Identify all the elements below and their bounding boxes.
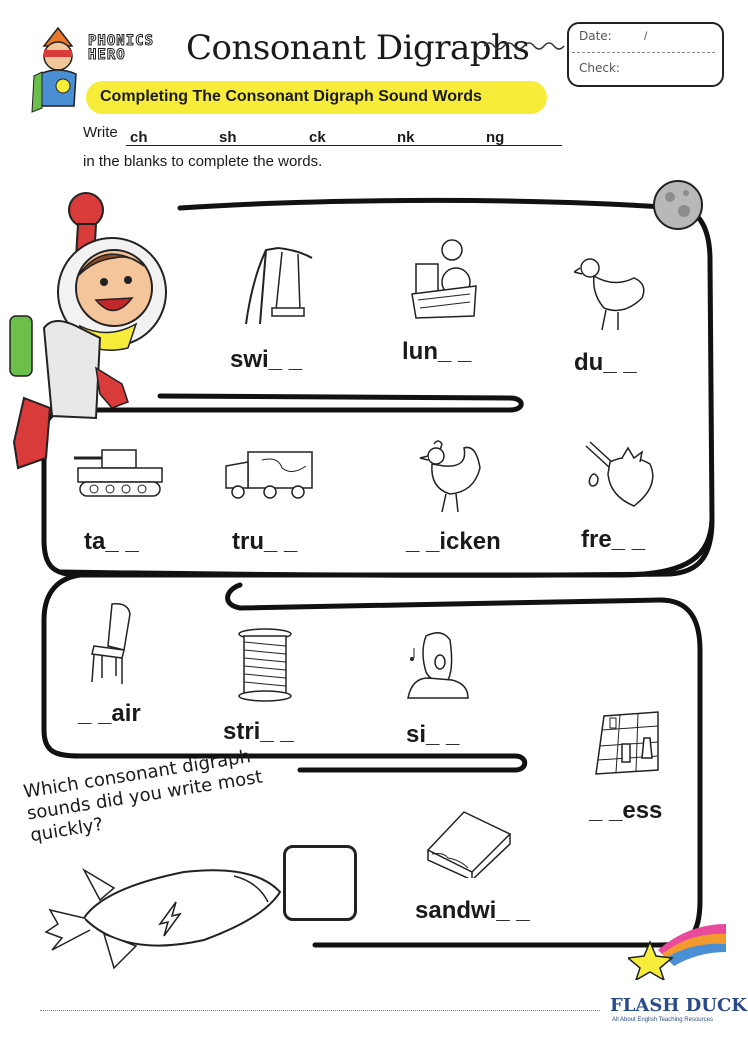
write-blank-line (126, 145, 562, 146)
shooting-star-icon (628, 918, 728, 980)
brand-tagline: All About English Teaching Resources (612, 1017, 713, 1023)
word-label: du_ _ (574, 349, 637, 376)
digraph-ch: ch (130, 129, 148, 146)
brand-logo: FLASH DUCK (610, 995, 747, 1016)
word-label: stri_ _ (223, 718, 294, 745)
reflection-question: Which consonant digraph sounds did you write most quickly? (22, 746, 264, 847)
sing-icon (404, 628, 472, 704)
fresh-strawberry-icon (580, 434, 662, 510)
squiggle-divider (484, 40, 568, 52)
word-label: fre_ _ (581, 526, 646, 553)
chair-icon (88, 600, 138, 686)
lunch-icon (408, 236, 480, 320)
astronaut-kid-icon (4, 188, 174, 473)
check-label: Check: (579, 61, 620, 75)
digraph-sh: sh (219, 129, 237, 146)
subtitle-text: Completing The Consonant Digraph Sound Words (100, 88, 482, 105)
logo-text (88, 34, 154, 62)
string-icon (234, 628, 296, 704)
digraph-nk: nk (397, 129, 415, 146)
word-label: tru_ _ (232, 528, 298, 555)
word-label: _ _icken (406, 528, 501, 555)
word-label: ta_ _ (84, 528, 139, 555)
hero-logo-icon (30, 26, 86, 116)
rocket-icon (44, 858, 294, 978)
word-label: swi_ _ (230, 346, 303, 373)
chicken-icon (414, 438, 486, 514)
subtitle-banner (86, 81, 547, 114)
date-label: Date: (579, 29, 612, 43)
logo-line1: PHONICS (88, 33, 155, 49)
truck-icon (222, 448, 316, 502)
word-label: sandwi_ _ (415, 897, 530, 924)
swing-icon (238, 240, 318, 328)
word-label: si_ _ (406, 721, 460, 748)
sandwich-icon (424, 808, 514, 878)
word-label: lun_ _ (402, 338, 472, 365)
logo-line2: HERO (88, 47, 126, 63)
instruction-text: in the blanks to complete the words. (83, 153, 323, 170)
date-divider (572, 52, 715, 53)
digraph-ck: ck (309, 129, 326, 146)
answer-box[interactable] (283, 845, 357, 921)
digraph-ng: ng (486, 129, 505, 146)
chess-icon (592, 708, 662, 778)
word-label: _ _air (78, 700, 141, 727)
write-label: Write (83, 124, 118, 141)
planet-icon (650, 177, 706, 233)
duck-icon (574, 254, 650, 332)
page-title: Consonant Digraphs (186, 28, 530, 68)
word-label: _ _ess (589, 797, 663, 824)
date-separator: / (644, 29, 648, 43)
tank-icon (74, 444, 164, 498)
footer-divider (40, 1010, 600, 1011)
